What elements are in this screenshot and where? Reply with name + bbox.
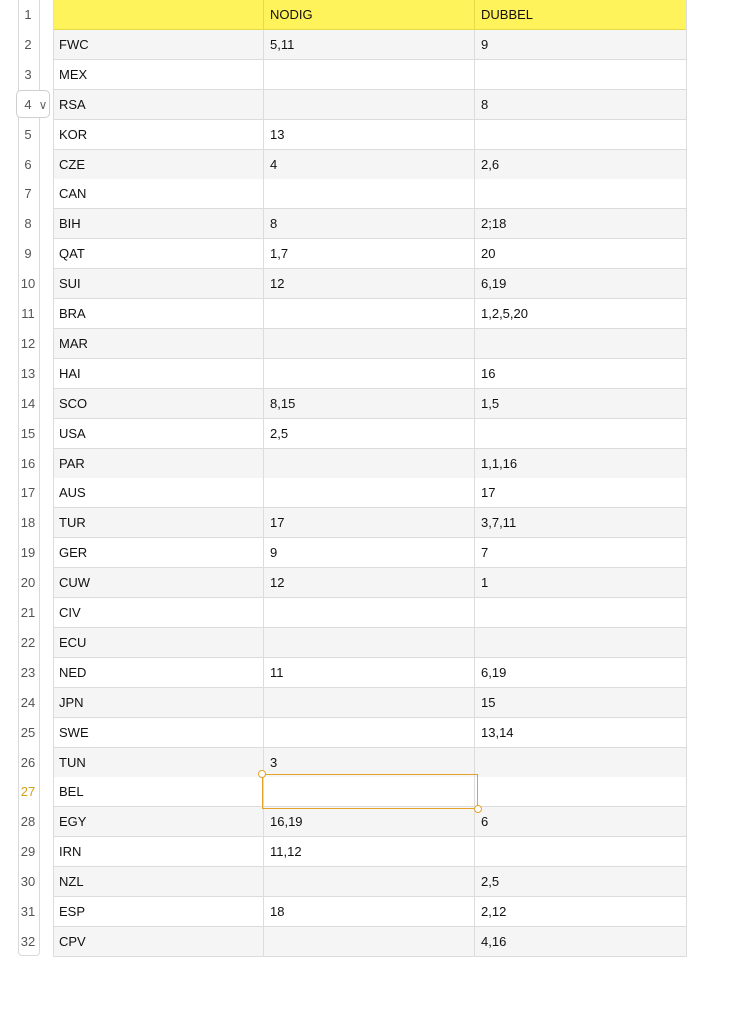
row-number-label: 12	[20, 336, 36, 351]
table-row	[53, 239, 687, 269]
table-row	[53, 927, 687, 957]
cell-team[interactable]: NED	[53, 658, 264, 688]
row-number-label: 25	[20, 725, 36, 740]
cell-dubbel[interactable]	[475, 419, 687, 449]
cell-nodig[interactable]	[264, 179, 475, 209]
table-row	[53, 449, 687, 479]
cell-team[interactable]: QAT	[53, 239, 264, 269]
cell-dubbel[interactable]: 1,2,5,20	[481, 306, 528, 321]
row-number-label: 26	[20, 755, 36, 770]
row-number-label: 9	[24, 246, 32, 261]
row-number[interactable]	[0, 329, 40, 359]
cell-nodig[interactable]: 12	[264, 568, 475, 598]
cell-dubbel[interactable]	[475, 748, 687, 778]
row-number[interactable]	[0, 897, 40, 927]
row-number[interactable]	[0, 927, 40, 957]
cell-nodig[interactable]: 4	[264, 150, 475, 180]
table-row	[53, 90, 687, 120]
table-row	[53, 329, 687, 359]
selection-handle-top-left[interactable]	[258, 770, 266, 778]
cell-dubbel[interactable]: 2,6	[481, 157, 500, 172]
cell-dubbel[interactable]	[475, 628, 687, 658]
cell-dubbel[interactable]: 1	[481, 575, 489, 590]
cell-team[interactable]: SWE	[53, 718, 264, 748]
row-number[interactable]	[0, 449, 40, 479]
header-cell-a[interactable]	[53, 0, 264, 30]
cell-dubbel[interactable]	[475, 598, 687, 628]
row-number[interactable]	[0, 30, 40, 60]
row-number[interactable]	[0, 628, 40, 658]
row-number-label: 30	[20, 874, 36, 889]
row-number-label: 13	[20, 366, 36, 381]
row-number[interactable]	[0, 179, 40, 209]
row-number[interactable]	[0, 718, 40, 748]
cell-nodig[interactable]	[264, 718, 475, 748]
row-number-label: 23	[20, 665, 36, 680]
cell-nodig[interactable]: 17	[264, 508, 475, 538]
cell-dubbel[interactable]: 17	[481, 485, 496, 500]
cell-dubbel[interactable]	[475, 329, 687, 359]
row-number-label: 1	[24, 7, 32, 22]
row-number-label: 17	[20, 485, 36, 500]
cell-team[interactable]: MAR	[53, 329, 264, 359]
cell-nodig[interactable]	[264, 628, 475, 658]
row-number[interactable]	[0, 478, 40, 508]
cell-dubbel[interactable]: 16	[481, 366, 496, 381]
table-row	[53, 628, 687, 658]
row-number[interactable]	[0, 688, 40, 718]
cell-dubbel[interactable]: 1,1,16	[481, 456, 518, 471]
cell-nodig[interactable]: 2,5	[264, 419, 475, 449]
cell-nodig[interactable]: 8,15	[264, 389, 475, 419]
cell-nodig[interactable]	[264, 777, 475, 807]
row-number-label: 2	[24, 37, 32, 52]
table-row	[53, 718, 687, 748]
table-row	[53, 30, 687, 60]
cell-nodig[interactable]: 13	[264, 120, 475, 150]
cell-nodig[interactable]	[264, 688, 475, 718]
table-row	[53, 299, 687, 329]
row-number-label: 6	[24, 157, 32, 172]
cell-nodig[interactable]: 5,11	[264, 30, 475, 60]
row-number[interactable]	[0, 867, 40, 897]
row-number[interactable]	[0, 777, 40, 807]
row-number-label: 27	[20, 784, 36, 799]
header-row	[53, 0, 687, 30]
cell-team[interactable]: MEX	[53, 60, 264, 90]
cell-team[interactable]: BIH	[53, 209, 264, 239]
row-number[interactable]	[0, 568, 40, 598]
cell-nodig[interactable]	[264, 867, 475, 897]
cell-nodig[interactable]: 11	[264, 658, 475, 688]
cell-dubbel[interactable]: 6,19	[481, 276, 507, 291]
cell-dubbel[interactable]	[475, 837, 687, 867]
row-number[interactable]	[0, 269, 40, 299]
cell-nodig[interactable]: 9	[264, 538, 475, 568]
cell-team[interactable]: NZL	[53, 867, 264, 897]
cell-team[interactable]: CZE	[53, 150, 264, 180]
cell-dubbel[interactable]: 7	[481, 545, 489, 560]
cell-nodig[interactable]: 18	[264, 897, 475, 927]
cell-dubbel[interactable]: 15	[481, 695, 496, 710]
cell-team[interactable]: BEL	[53, 777, 264, 807]
cell-team[interactable]: ECU	[53, 628, 264, 658]
table-row	[53, 389, 687, 419]
table-row	[53, 60, 687, 90]
table-row	[53, 120, 687, 150]
cell-nodig[interactable]	[264, 90, 475, 120]
table-row	[53, 807, 687, 837]
row-number-label: 20	[20, 575, 36, 590]
row-number[interactable]	[0, 150, 40, 180]
row-number[interactable]	[0, 90, 48, 120]
table-row	[53, 209, 687, 239]
row-number-label: 31	[20, 904, 36, 919]
row-number-label: 11	[21, 306, 35, 321]
row-number-label: 7	[24, 186, 32, 201]
cell-team[interactable]: GER	[53, 538, 264, 568]
row-number[interactable]	[0, 60, 40, 90]
table-row	[53, 359, 687, 389]
row-number[interactable]	[0, 807, 40, 837]
cell-dubbel[interactable]: 6,19	[481, 665, 507, 680]
row-number-label: 21	[20, 605, 36, 620]
cell-nodig[interactable]	[264, 478, 475, 508]
table-row	[53, 777, 687, 807]
cell-nodig[interactable]	[264, 329, 475, 359]
row-number[interactable]	[0, 389, 40, 419]
row-number[interactable]	[0, 508, 40, 538]
row-number-label: 10	[20, 276, 36, 291]
cell-team[interactable]: KOR	[53, 120, 264, 150]
cell-team[interactable]: USA	[53, 419, 264, 449]
table-row	[53, 269, 687, 299]
header-cell-dubbel[interactable]: DUBBEL	[481, 7, 534, 22]
cell-team[interactable]: AUS	[53, 478, 264, 508]
cell-team[interactable]: SUI	[53, 269, 264, 299]
row-number-label: 29	[20, 844, 36, 859]
table-row	[53, 478, 687, 508]
cell-nodig[interactable]: 12	[264, 269, 475, 299]
row-number-label: 32	[20, 934, 36, 949]
chevron-down-icon[interactable]: ∨	[38, 98, 48, 112]
cell-team[interactable]: TUN	[53, 748, 264, 778]
cell-team[interactable]: BRA	[53, 299, 264, 329]
table-row	[53, 538, 687, 568]
cell-team[interactable]: CIV	[53, 598, 264, 628]
cell-team[interactable]: PAR	[53, 449, 264, 479]
table-row	[53, 419, 687, 449]
row-number[interactable]	[0, 419, 40, 449]
selection-handle-bottom-right[interactable]	[474, 805, 482, 813]
cell-dubbel[interactable]: 2;18	[481, 216, 507, 231]
row-number-label: 4	[24, 97, 32, 112]
cell-team[interactable]: FWC	[53, 30, 264, 60]
cell-dubbel[interactable]: 4,16	[481, 934, 507, 949]
table-row	[53, 688, 687, 718]
cell-dubbel[interactable]: 2,5	[481, 874, 500, 889]
row-number-label: 19	[20, 545, 36, 560]
row-number[interactable]	[0, 359, 40, 389]
cell-dubbel[interactable]: 8	[481, 97, 489, 112]
cell-dubbel[interactable]: 3,7,11	[481, 515, 517, 530]
cell-dubbel[interactable]	[475, 179, 687, 209]
header-cell-nodig[interactable]: NODIG	[264, 0, 475, 30]
cell-dubbel[interactable]	[475, 777, 687, 807]
cell-nodig[interactable]	[264, 60, 475, 90]
table-row	[53, 150, 687, 180]
cell-team[interactable]: CUW	[53, 568, 264, 598]
cell-team[interactable]: ESP	[53, 897, 264, 927]
table-row	[53, 508, 687, 538]
row-number-label: 22	[20, 635, 36, 650]
cell-nodig[interactable]: 1,7	[264, 239, 475, 269]
row-number[interactable]	[0, 658, 40, 688]
row-number-label: 8	[24, 216, 32, 231]
cell-team[interactable]: JPN	[53, 688, 264, 718]
row-number[interactable]	[0, 837, 40, 867]
table-row	[53, 867, 687, 897]
table-row	[53, 179, 687, 209]
cell-team[interactable]: RSA	[53, 90, 264, 120]
row-number[interactable]	[0, 538, 40, 568]
row-number[interactable]	[0, 598, 40, 628]
row-number-label: 24	[20, 695, 36, 710]
cell-dubbel[interactable]: 6	[481, 814, 489, 829]
cell-dubbel[interactable]: 13,14	[481, 725, 514, 740]
cell-nodig[interactable]	[264, 449, 475, 479]
cell-team[interactable]: SCO	[53, 389, 264, 419]
row-number-label: 14	[20, 396, 36, 411]
cell-dubbel[interactable]: 2,12	[481, 904, 507, 919]
cell-team[interactable]: IRN	[53, 837, 264, 867]
cell-team[interactable]: TUR	[53, 508, 264, 538]
cell-team[interactable]: EGY	[53, 807, 264, 837]
cell-dubbel[interactable]	[475, 60, 687, 90]
cell-nodig[interactable]: 16,19	[264, 807, 475, 837]
cell-nodig[interactable]	[264, 598, 475, 628]
row-number[interactable]	[0, 209, 40, 239]
row-number-label: 16	[20, 456, 36, 471]
cell-dubbel[interactable]: 1,5	[481, 396, 500, 411]
cell-team[interactable]: HAI	[53, 359, 264, 389]
cell-dubbel[interactable]: 20	[481, 246, 496, 261]
row-number[interactable]	[0, 120, 40, 150]
row-number-label: 5	[24, 127, 32, 142]
row-number[interactable]	[0, 239, 40, 269]
cell-nodig[interactable]: 3	[264, 748, 475, 778]
cell-nodig[interactable]	[264, 927, 475, 957]
cell-nodig[interactable]: 11,12	[264, 837, 475, 867]
table-row	[53, 837, 687, 867]
cell-team[interactable]: CPV	[53, 927, 264, 957]
row-number[interactable]	[0, 299, 40, 329]
table-row	[53, 897, 687, 927]
table-row	[53, 568, 687, 598]
row-number-label: 18	[20, 515, 36, 530]
cell-nodig[interactable]	[264, 299, 475, 329]
row-number[interactable]	[0, 0, 40, 30]
cell-dubbel[interactable]: 9	[481, 37, 489, 52]
row-number-label: 3	[24, 67, 32, 82]
cell-dubbel[interactable]	[475, 120, 687, 150]
cell-team[interactable]: CAN	[53, 179, 264, 209]
cell-nodig[interactable]	[264, 359, 475, 389]
cell-nodig[interactable]: 8	[264, 209, 475, 239]
table-row	[53, 748, 687, 778]
row-number-label: 28	[20, 814, 36, 829]
row-number-label: 15	[20, 426, 36, 441]
table-row	[53, 658, 687, 688]
table-row	[53, 598, 687, 628]
row-number[interactable]	[0, 748, 40, 778]
